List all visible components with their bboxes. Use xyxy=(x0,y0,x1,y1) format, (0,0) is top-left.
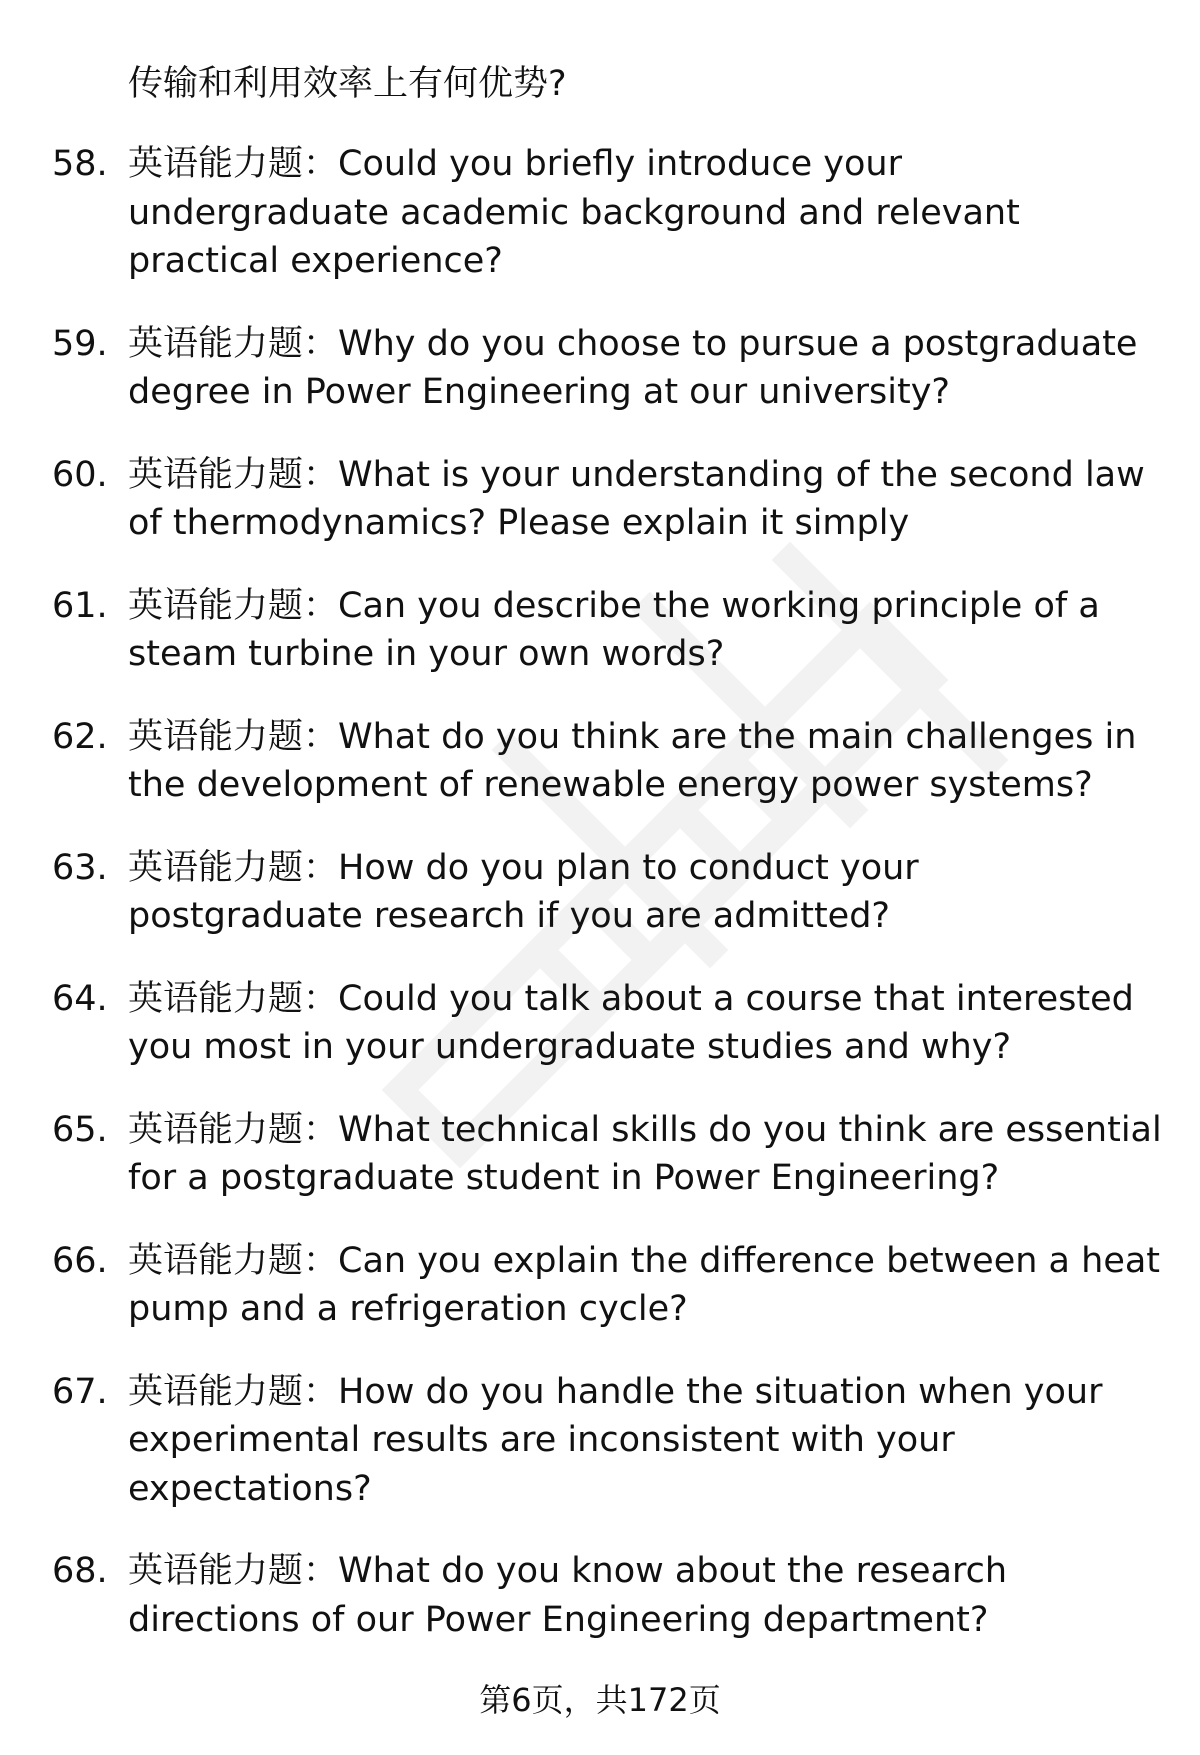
question-item xyxy=(52,713,1162,810)
question-item xyxy=(52,1237,1162,1334)
question-text: What is your understanding of the second law of thermodynamics? Please explain it simply xyxy=(128,454,1145,543)
question-item xyxy=(52,975,1162,1072)
question-category-label: 英语能力题： xyxy=(128,1551,339,1591)
question-category-label: 英语能力题： xyxy=(128,323,339,364)
question-category-label: 英语能力题： xyxy=(128,1109,339,1150)
question-item xyxy=(52,1368,1162,1514)
question-text: What technical skills do you think are essential for a postgraduate student in Power Engineering? xyxy=(128,1109,1162,1198)
question-text: Could you talk about a course that interested you most in your undergraduate studies and why? xyxy=(128,978,1134,1067)
question-body xyxy=(128,1547,1162,1644)
question-category-label: 英语能力题： xyxy=(128,454,339,495)
question-item xyxy=(52,844,1162,941)
question-body xyxy=(128,320,1162,417)
question-number: 62. xyxy=(52,716,108,757)
question-number: 60. xyxy=(52,454,108,495)
question-number: 66. xyxy=(52,1240,108,1281)
question-category-label: 英语能力题： xyxy=(128,144,339,184)
continuation-text: 传输和利用效率上有何优势? xyxy=(128,64,567,104)
question-item xyxy=(52,582,1162,679)
question-text: What do you know about the research directions of our Power Engineering department? xyxy=(128,1551,1007,1640)
question-text: How do you handle the situation when your experimental results are inconsistent with your expectations? xyxy=(128,1371,1103,1509)
question-body xyxy=(128,140,1162,286)
question-category-label: 英语能力题： xyxy=(128,1371,339,1412)
question-text: What do you think are the main challenges in the development of renewable energy power systems? xyxy=(128,716,1137,805)
question-category-label: 英语能力题： xyxy=(128,847,339,888)
question-category-label: 英语能力题： xyxy=(128,1240,339,1281)
question-body xyxy=(128,713,1162,810)
question-body xyxy=(128,975,1162,1072)
question-category-label: 英语能力题： xyxy=(128,585,339,626)
question-item xyxy=(52,1106,1162,1203)
question-text: Can you explain the difference between a heat pump and a refrigeration cycle? xyxy=(128,1240,1161,1329)
question-body xyxy=(128,844,1162,941)
question-list xyxy=(52,140,1162,1678)
question-body xyxy=(128,451,1162,548)
question-category-label: 英语能力题： xyxy=(128,716,339,757)
question-number: 58. xyxy=(52,144,108,184)
page-footer: 第6页，共172页 xyxy=(479,1681,721,1719)
question-item xyxy=(52,320,1162,417)
question-number: 68. xyxy=(52,1551,108,1591)
question-body xyxy=(128,1237,1162,1334)
question-number: 63. xyxy=(52,847,108,888)
question-text: Why do you choose to pursue a postgraduate degree in Power Engineering at our university? xyxy=(128,323,1138,412)
question-item xyxy=(52,140,1162,286)
question-number: 65. xyxy=(52,1109,108,1150)
question-body xyxy=(128,1106,1162,1203)
question-number: 64. xyxy=(52,978,108,1019)
question-text: Could you briefly introduce your undergraduate academic background and relevant practical experience? xyxy=(128,144,1020,281)
question-body xyxy=(128,1368,1162,1514)
question-category-label: 英语能力题： xyxy=(128,978,339,1019)
question-text: How do you plan to conduct your postgraduate research if you are admitted? xyxy=(128,847,919,936)
question-item xyxy=(52,1547,1162,1644)
question-item xyxy=(52,451,1162,548)
question-text: Can you describe the working principle of a steam turbine in your own words? xyxy=(128,585,1100,674)
question-number: 61. xyxy=(52,585,108,626)
question-number: 59. xyxy=(52,323,108,364)
question-body xyxy=(128,582,1162,679)
question-number: 67. xyxy=(52,1371,108,1412)
